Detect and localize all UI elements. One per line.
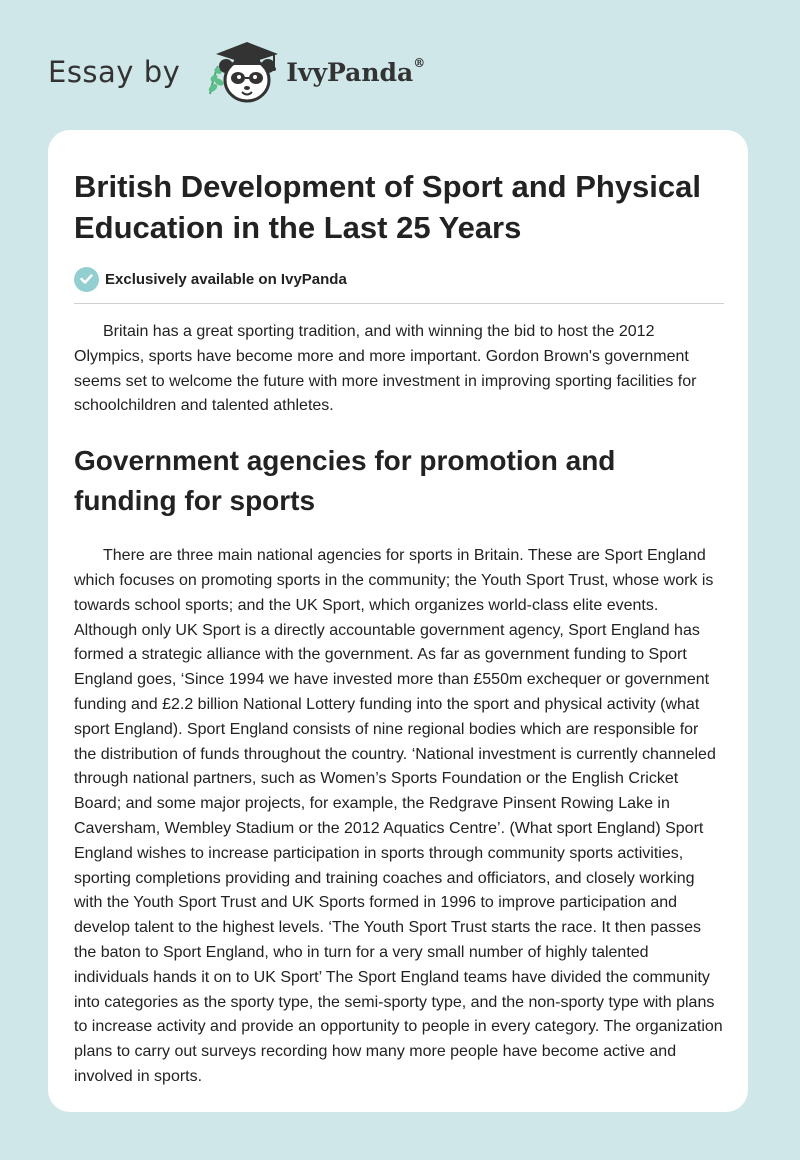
essay-title: British Development of Sport and Physical Education in the Last 25 Years (74, 169, 702, 245)
registered-mark: ® (413, 55, 426, 70)
check-icon (74, 267, 99, 292)
exclusive-badge (74, 266, 724, 292)
exclusive-label: Exclusively available on IvyPanda (105, 270, 347, 288)
intro-paragraph: Britain has a great sporting tradition, and with winning the bid to host the 2012 Olympics, sports have become more and more important. Gordon Brown's government seems set to welcome the future with more investment in improving sporting facilities for schoolchildren and talented athletes. (74, 323, 697, 415)
site-header (48, 36, 425, 108)
essay-by-label: Essay by (48, 55, 181, 89)
brand-name[interactable] (286, 55, 426, 87)
essay-card (48, 130, 748, 1112)
panda-graduate-icon[interactable] (198, 36, 290, 108)
brand-label: IvyPanda (286, 57, 414, 87)
divider (74, 303, 724, 304)
essay-content (74, 166, 724, 1090)
section-heading: Government agencies for promotion and funding for sports (74, 445, 616, 517)
body-paragraph: There are three main national agencies for sports in Britain. These are Sport England which focuses on promoting sports in the community; the Youth Sport Trust, whose work is towards school sports; and the UK Sport, which organizes world-class elite events. Although only UK Sport is a directly accountable government agency, Sport England has formed a strategic alliance with the government. As far as government funding to Sport England goes, ‘Since 1994 we have invested more than £550m exchequer or government funding and £2.2 billion National Lottery funding into the sport and physical activity (what sport England). Sport England consists of nine regional bodies which are responsible for the distribution of funds throughout the country. ‘National investment is currently channeled through national partners, such as Women’s Sports Foundation or the English Cricket Board; and some major projects, for example, the Redgrave Pinsent Rowing Lake in Caversham, Wembley Stadium or the 2012 Aquatics Centre’. (What sport England) Sport England wishes to increase participation in sports through community sports activities, sporting completions providing and training coaches and officiators, and closely working with the Youth Sport Trust and UK Sports formed in 1996 to improve participation and develop talent to the highest levels. ‘The Youth Sport Trust starts the race. It then passes the baton to Sport England, who in turn for a very small number of highly talented individuals hands it on to UK Sport’ The Sport England teams have divided the community into categories as the sporty type, the semi-sporty type, and the non-sporty type with plans to increase activity and provide an opportunity to people in every category. The organization plans to carry out surveys recording how many more people have become active and involved in sports. (74, 547, 723, 1085)
